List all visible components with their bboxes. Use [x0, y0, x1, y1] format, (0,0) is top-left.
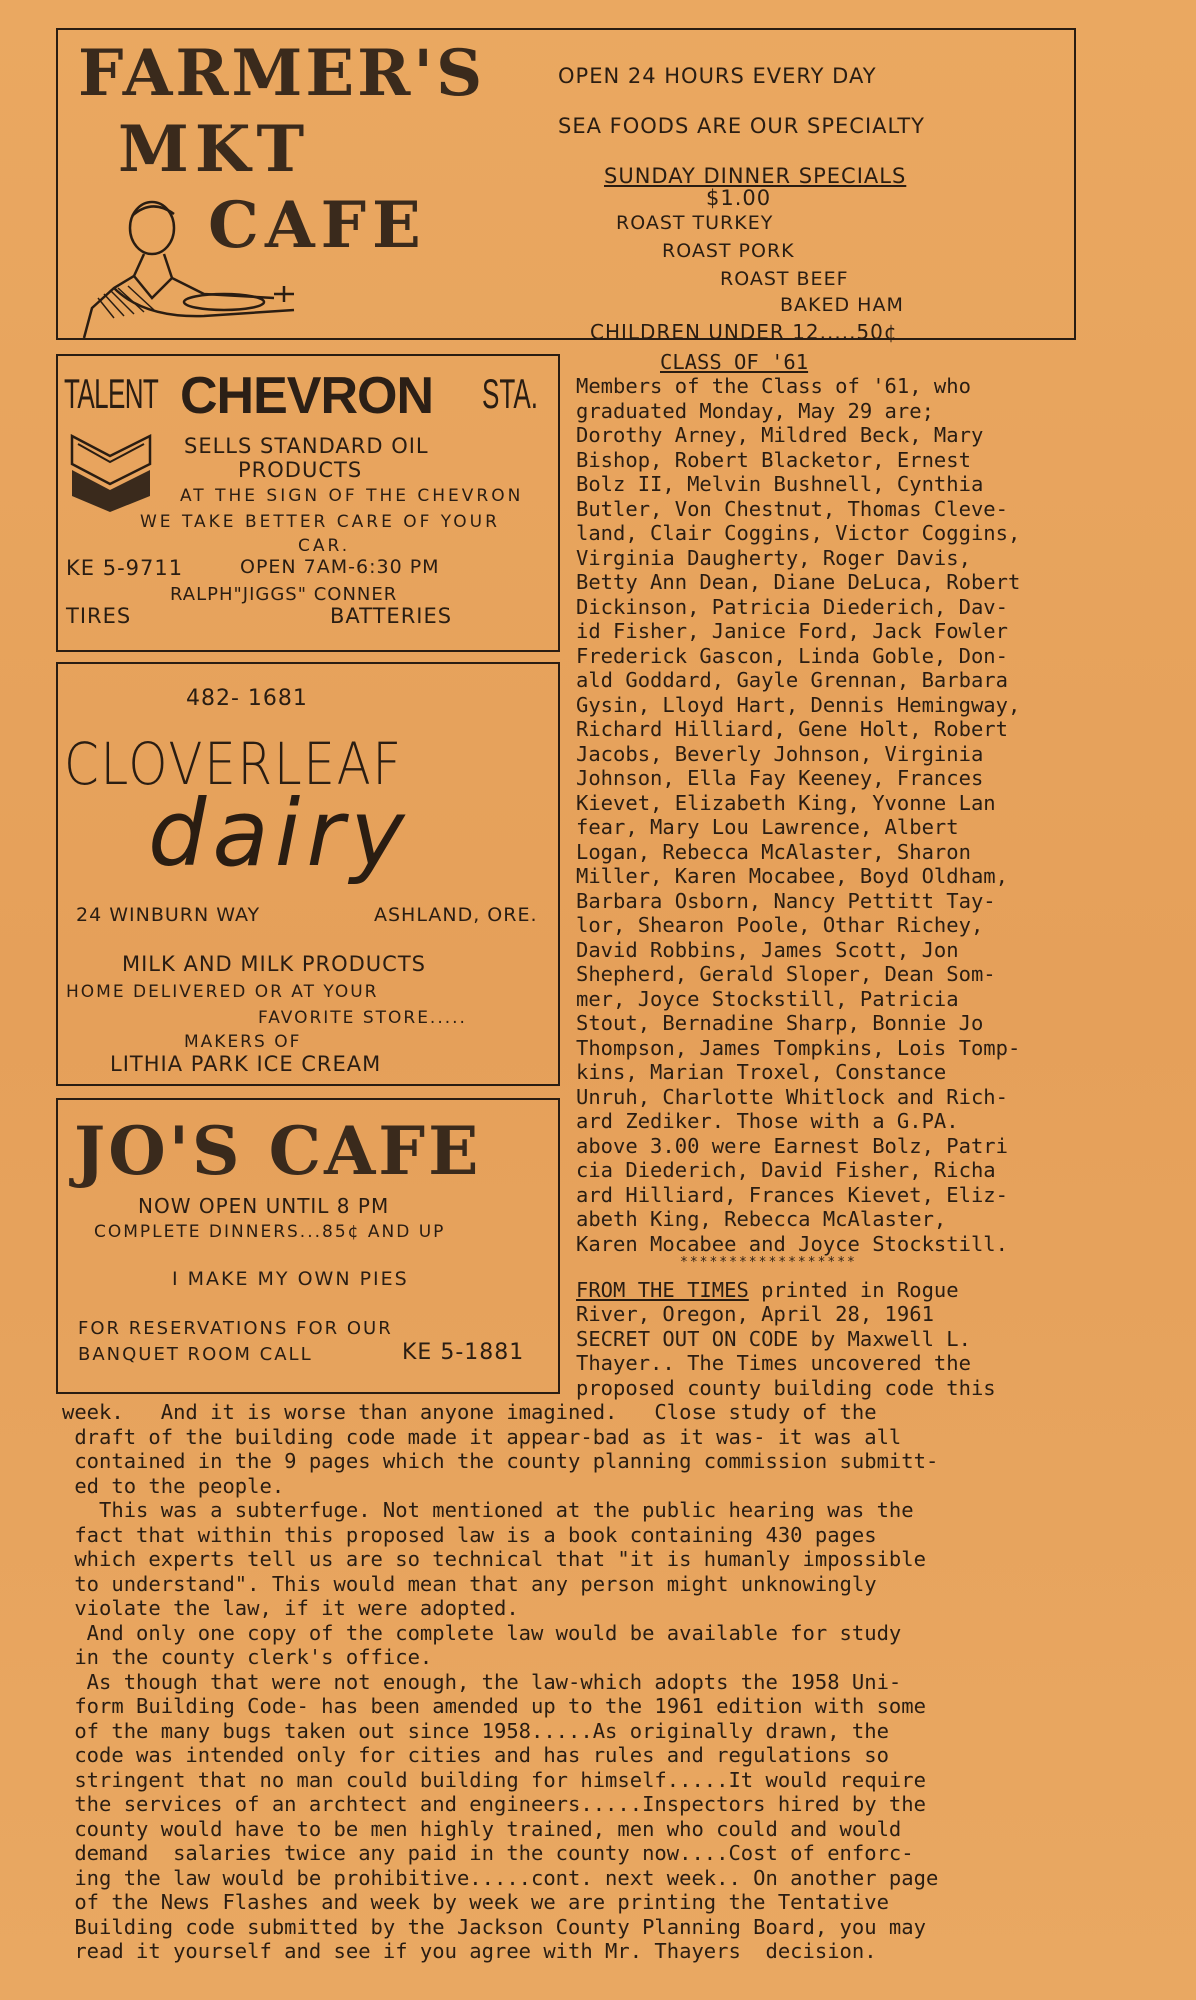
class-divider: ****************** — [680, 1255, 857, 1270]
text-line: fact that within this proposed law is a book containing 430 pages — [62, 1522, 877, 1547]
text-line: code was intended only for cities and has rules and regulations so — [62, 1743, 889, 1767]
text-line: Building code submitted by the Jackson County Planning Board, you may — [62, 1914, 926, 1939]
text-line: ard Zediker. Those with a G.PA. — [576, 1109, 959, 1133]
farmers-market-cafe-ad — [56, 28, 1076, 340]
text-line: Kievet, Elizabeth King, Yvonne Lan — [576, 790, 996, 815]
text-line: Thayer.. The Times uncovered the — [576, 1351, 971, 1375]
text-line: River, Oregon, April 28, 1961 — [576, 1302, 934, 1326]
text-line: the services of an archtect and engineers.....Inspectors hired by the — [62, 1792, 926, 1816]
text-line: David Robbins, James Scott, Jon — [576, 937, 959, 962]
times-heading-line — [576, 1278, 959, 1303]
text-line: This was a subterfuge. Not mentioned at the public hearing was the — [62, 1498, 914, 1522]
text-line: graduated Monday, May 29 are; — [576, 398, 934, 423]
text-line: mer, Joyce Stockstill, Patricia — [576, 986, 959, 1011]
cloverleaf-dairy: dairy — [148, 780, 411, 887]
jos-pies: I MAKE MY OWN PIES — [172, 1268, 409, 1290]
text-line: Richard Hilliard, Gene Holt, Robert — [576, 717, 1008, 741]
chevron-tires: TIRES — [66, 604, 132, 628]
times-heading-rest: printed in Rogue — [748, 1278, 959, 1302]
text-line: lor, Shearon Poole, Othar Richey, — [576, 913, 984, 937]
jos-reservations: FOR RESERVATIONS FOR OUR — [78, 1318, 393, 1339]
cloverleaf-phone: 482- 1681 — [186, 686, 308, 711]
text-line: read it yourself and see if you agree with Mr. Thayers decision. — [62, 1939, 877, 1963]
chevron-owner: RALPH"JIGGS" CONNER — [170, 584, 398, 605]
text-line: As though that were not enough, the law-which adopts the 1958 Uni- — [62, 1669, 902, 1694]
jos-banquet: BANQUET ROOM CALL — [78, 1344, 313, 1365]
text-line: Miller, Karen Mocabee, Boyd Oldham, — [576, 864, 1008, 888]
cloverleaf-city: ASHLAND, ORE. — [374, 904, 538, 926]
text-line: Betty Ann Dean, Diane DeLuca, Robert — [576, 570, 1021, 594]
text-line: ard Hilliard, Frances Kievet, Eliz- — [576, 1182, 1008, 1207]
text-line: cia Diederich, David Fisher, Richa — [576, 1158, 996, 1182]
times-article-wide — [62, 1400, 938, 1964]
chevron-phone: KE 5-9711 — [66, 556, 184, 580]
cloverleaf-favorite: FAVORITE STORE..... — [258, 1008, 467, 1028]
chevron-sells: SELLS STANDARD OIL — [184, 434, 429, 458]
chevron-batteries: BATTERIES — [330, 604, 453, 628]
cloverleaf-name: CLOVERLEAF — [64, 730, 403, 798]
text-line: which experts tell us are so technical that "it is humanly impossible — [62, 1547, 926, 1571]
farmers-item-pork: ROAST PORK — [662, 240, 795, 262]
text-line: And only one copy of the complete law would be available for study — [62, 1620, 902, 1645]
text-line: Johnson, Ella Fay Keeney, Frances — [576, 766, 984, 790]
text-line: above 3.00 were Earnest Bolz, Patri — [576, 1133, 1008, 1158]
text-line: kins, Marian Troxel, Constance — [576, 1060, 947, 1084]
text-line: Stout, Bernadine Sharp, Bonnie Jo — [576, 1011, 984, 1035]
farmers-open-24: OPEN 24 HOURS EVERY DAY — [558, 64, 877, 88]
times-heading: FROM THE TIMES — [576, 1278, 749, 1302]
text-line: Frederick Gascon, Linda Goble, Don- — [576, 643, 1008, 668]
jos-cafe-ad — [56, 1098, 560, 1394]
text-line: abeth King, Rebecca McAlaster, — [576, 1207, 947, 1231]
text-line: ald Goddard, Gayle Grennan, Barbara — [576, 668, 1008, 692]
farmers-item-beef: ROAST BEEF — [720, 268, 849, 290]
chevron-sign: AT THE SIGN OF THE CHEVRON — [180, 486, 524, 506]
chevron-hours: OPEN 7AM-6:30 PM — [240, 556, 440, 578]
text-line: in the county clerk's office. — [62, 1645, 433, 1669]
text-line: fear, Mary Lou Lawrence, Albert — [576, 815, 959, 839]
text-line: Unruh, Charlotte Whitlock and Rich- — [576, 1084, 1008, 1109]
text-line: land, Clair Coggins, Victor Coggins, — [576, 521, 1021, 545]
waiter-illustration — [74, 198, 324, 338]
chevron-name: CHEVRON — [180, 367, 434, 425]
text-line: violate the law, if it were adopted. — [62, 1596, 519, 1620]
class-of-61-article — [576, 374, 1096, 1256]
jos-open-until: NOW OPEN UNTIL 8 PM — [138, 1194, 390, 1218]
farmers-item-turkey: ROAST TURKEY — [616, 212, 774, 234]
cloverleaf-milk: MILK AND MILK PRODUCTS — [122, 952, 426, 976]
farmers-sunday-specials: SUNDAY DINNER SPECIALS — [604, 164, 907, 188]
text-line: Dickinson, Patricia Diederich, Dav- — [576, 594, 1008, 619]
farmers-item-ham: BAKED HAM — [780, 294, 904, 316]
jos-cafe-title: JO'S CAFE — [74, 1112, 482, 1190]
text-line: Members of the Class of '61, who — [576, 374, 971, 398]
text-line: SECRET OUT ON CODE by Maxwell L. — [576, 1326, 971, 1351]
text-line: week. And it is worse than anyone imagined. Close study of the — [62, 1400, 877, 1424]
text-line: Virginia Daugherty, Roger Davis, — [576, 545, 971, 570]
text-line: ing the law would be prohibitive.....cont. next week.. On another page — [62, 1865, 939, 1890]
chevron-products: PRODUCTS — [238, 458, 363, 482]
text-line: contained in the 9 pages which the county planning commission submitt- — [62, 1449, 939, 1473]
text-line: stringent that no man could building for himself.....It would require — [62, 1767, 926, 1792]
jos-phone: KE 5-1881 — [402, 1340, 525, 1365]
text-line: Dorothy Arney, Mildred Beck, Mary — [576, 423, 984, 447]
chevron-logo-icon — [70, 434, 152, 514]
text-line: proposed county building code this — [576, 1375, 996, 1400]
farmers-price: $1.00 — [706, 186, 772, 210]
chevron-care: WE TAKE BETTER CARE OF YOUR — [140, 512, 500, 532]
text-line: form Building Code- has been amended up to the 1961 edition with some — [62, 1694, 926, 1718]
text-line: county would have to be men highly trained, men who could and would — [62, 1816, 902, 1841]
text-line: to understand". This would mean that any person might unknowingly — [62, 1571, 877, 1596]
cloverleaf-address: 24 WINBURN WAY — [76, 904, 261, 926]
cloverleaf-home: HOME DELIVERED OR AT YOUR — [66, 982, 379, 1002]
jos-dinners: COMPLETE DINNERS...85¢ AND UP — [94, 1222, 446, 1242]
farmers-seafood: SEA FOODS ARE OUR SPECIALTY — [558, 114, 925, 138]
text-line: demand salaries twice any paid in the county now....Cost of enforc- — [62, 1841, 914, 1865]
text-line: Karen Mocabee and Joyce Stockstill. — [576, 1231, 1008, 1256]
text-line: Butler, Von Chestnut, Thomas Cleve- — [576, 496, 1008, 521]
text-line: Shepherd, Gerald Sloper, Dean Som- — [576, 962, 996, 986]
text-line: Thompson, James Tompkins, Lois Tomp- — [576, 1035, 1021, 1060]
farmers-title-line3: CAFE — [208, 188, 427, 263]
cloverleaf-dairy-ad — [56, 662, 560, 1086]
farmers-children-price: CHILDREN UNDER 12.....50¢ — [590, 320, 898, 344]
cloverleaf-makers: MAKERS OF — [184, 1032, 302, 1052]
text-line: of the News Flashes and week by week we are printing the Tentative — [62, 1890, 889, 1914]
text-line: Logan, Rebecca McAlaster, Sharon — [576, 839, 971, 864]
text-line: Jacobs, Beverly Johnson, Virginia — [576, 741, 984, 766]
text-line: Gysin, Lloyd Hart, Dennis Hemingway, — [576, 692, 1021, 717]
text-line: Barbara Osborn, Nancy Pettitt Tay- — [576, 888, 996, 913]
class-heading: CLASS OF '61 — [660, 350, 809, 374]
text-line: Bolz II, Melvin Bushnell, Cynthia — [576, 472, 984, 496]
text-line: id Fisher, Janice Ford, Jack Fowler — [576, 619, 1008, 643]
chevron-car: CAR. — [298, 536, 351, 556]
text-line: Bishop, Robert Blacketor, Ernest — [576, 447, 971, 472]
chevron-talent: TALENT — [64, 370, 159, 417]
farmers-title-line1: FARMER'S — [78, 36, 486, 111]
times-article-narrow — [576, 1302, 996, 1400]
text-line: of the many bugs taken out since 1958.....As originally drawn, the — [62, 1718, 889, 1743]
farmers-title-line2: MKT — [118, 112, 311, 187]
text-line: ed to the people. — [62, 1473, 285, 1498]
talent-chevron-ad — [56, 354, 560, 652]
chevron-sta: STA. — [482, 370, 538, 417]
cloverleaf-lithia: LITHIA PARK ICE CREAM — [110, 1052, 382, 1076]
text-line: draft of the building code made it appear-bad as it was- it was all — [62, 1424, 902, 1449]
